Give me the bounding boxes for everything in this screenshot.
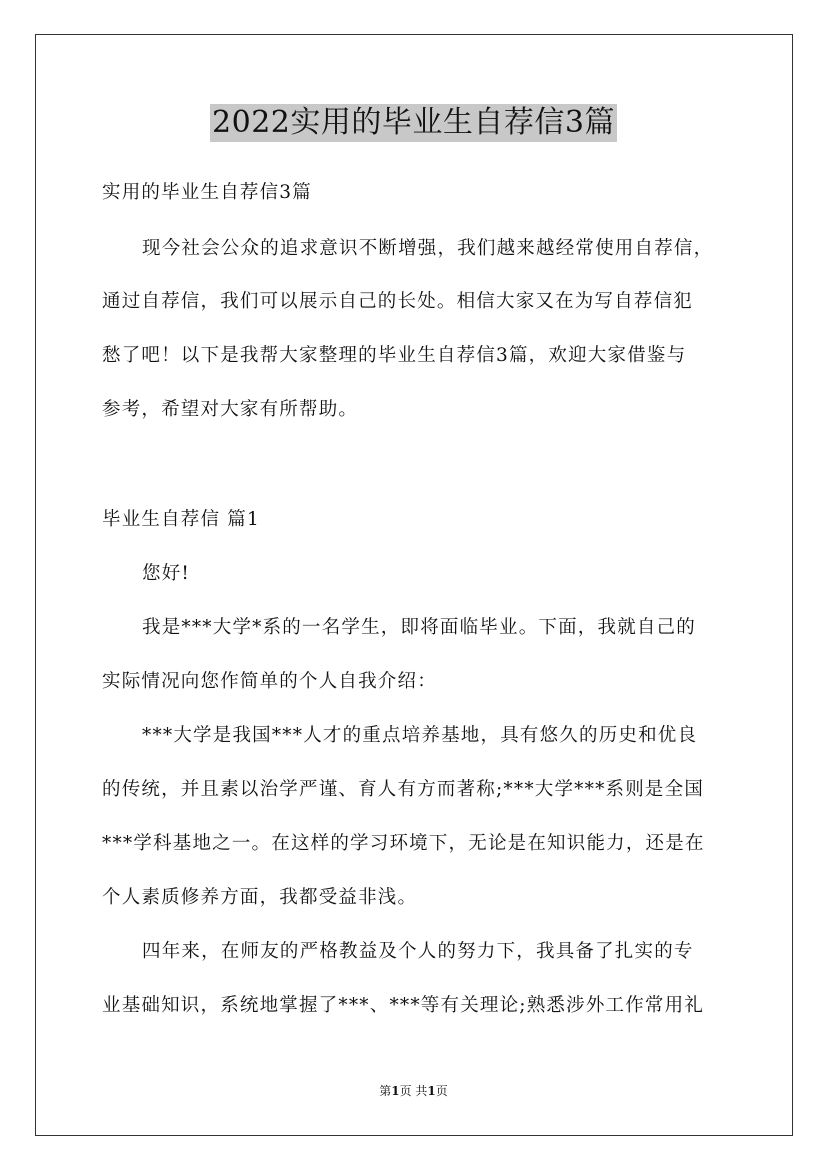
body-line-2: 实际情况向您作简单的个人自我介绍： <box>102 671 437 692</box>
section-heading: 毕业生自荐信 篇1 <box>102 509 260 530</box>
intro-line-4: 参考，希望对大家有所帮助。 <box>102 399 359 420</box>
body-line-6: 个人素质修养方面，我都受益非浅。 <box>102 887 418 908</box>
title-container <box>0 104 827 142</box>
body-line-8: 业基础知识，系统地掌握了***、***等有关理论;熟悉涉外工作常用礼 <box>102 995 705 1016</box>
intro-line-2: 通过自荐信，我们可以展示自己的长处。相信大家又在为写自荐信犯 <box>102 291 694 312</box>
footer-page-prefix: 第 <box>379 1084 392 1098</box>
footer-page-mid: 页 共 <box>399 1084 428 1098</box>
footer-page-suffix: 页 <box>435 1084 448 1098</box>
greeting: 您好! <box>142 563 191 584</box>
body-line-3: ***大学是我国***人才的重点培养基地，具有悠久的历史和优良 <box>142 725 698 746</box>
page-footer <box>0 1083 827 1099</box>
body-line-5: ***学科基地之一。在这样的学习环境下，无论是在知识能力，还是在 <box>102 833 705 854</box>
intro-line-1: 现今社会公众的追求意识不断增强，我们越来越经常使用自荐信， <box>142 238 714 259</box>
footer-total-pages: 1 <box>427 1084 436 1098</box>
document-subtitle: 实用的毕业生自荐信3篇 <box>102 182 312 203</box>
body-line-4: 的传统，并且素以治学严谨、育人有方而著称;***大学***系则是全国 <box>102 779 705 800</box>
document-title: 2022实用的毕业生自荐信3篇 <box>212 105 615 140</box>
body-line-1: 我是***大学*系的一名学生，即将面临毕业。下面，我就自己的 <box>142 617 697 638</box>
body-line-7: 四年来，在师友的严格教益及个人的努力下，我具备了扎实的专 <box>142 941 694 962</box>
intro-line-3: 愁了吧！以下是我帮大家整理的毕业生自荐信3篇，欢迎大家借鉴与 <box>102 345 687 366</box>
footer-page-number: 1 <box>391 1084 400 1098</box>
